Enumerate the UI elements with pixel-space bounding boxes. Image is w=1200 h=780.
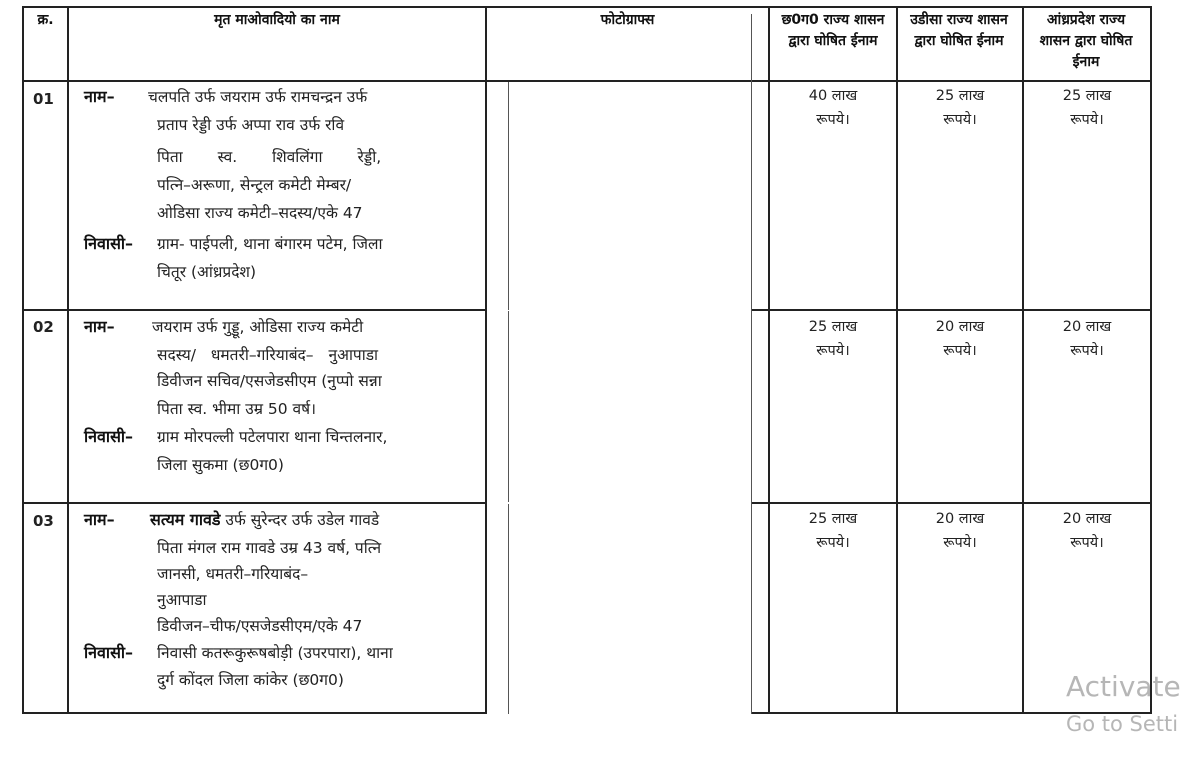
cg-reward-unit: रूपये। — [816, 535, 850, 551]
residence-line: दुर्ग कोंदल जिला कांकेर (छ0ग0) — [157, 671, 344, 689]
photo-overlay-edge-right — [508, 82, 509, 310]
name-line-bold — [150, 507, 379, 533]
name-line: पिता स्व. शिवलिंगा रेड्डी, — [157, 148, 382, 166]
col-line-right — [1150, 6, 1152, 714]
name-line: जानसी, धमतरी–गरियाबंद– — [157, 565, 309, 583]
table-border-top — [22, 6, 1152, 8]
ap-reward-amount: 25 लाख — [1062, 88, 1112, 104]
activation-watermark-title: Activate — [1066, 670, 1181, 703]
name-line: जयराम उर्फ गुड्डू, ओडिसा राज्य कमेटी — [152, 318, 364, 336]
residence-label: निवासी– — [84, 234, 134, 253]
residence-line: जिला सुकमा (छ0ग0) — [157, 456, 284, 474]
col-line-left — [22, 6, 24, 714]
name-line: प्रताप रेड्डी उर्फ अप्पा राव उर्फ रवि — [157, 116, 345, 134]
cg-reward-amount: 40 लाख — [808, 88, 858, 104]
ap-reward-unit: रूपये। — [1070, 112, 1104, 128]
header-photo: फोटोग्राफ्स — [600, 12, 655, 28]
name-line: डिवीजन सचिव/एसजेडसीएम (नुप्पो सन्ना — [157, 372, 382, 390]
odisha-reward-amount: 20 लाख — [935, 511, 985, 527]
residence-label: निवासी– — [84, 643, 134, 662]
odisha-reward-unit: रूपये। — [943, 535, 977, 551]
col-line-serial — [67, 6, 69, 714]
cg-reward-unit: रूपये। — [816, 112, 850, 128]
serial-number: 02 — [33, 318, 54, 336]
photo-area-blank — [487, 82, 752, 742]
name-line: चलपति उर्फ जयराम उर्फ रामचन्द्रन उर्फ — [148, 88, 368, 106]
ap-reward-unit: रूपये। — [1070, 343, 1104, 359]
serial-number: 01 — [33, 90, 54, 108]
header-odisha-reward: उडीसा राज्य शासन द्वारा घोषित ईनाम — [910, 12, 1008, 49]
name-label: नाम– — [84, 510, 115, 529]
header-name: मृत माओवादियो का नाम — [214, 12, 340, 28]
name-bold: सत्यम गावडे — [150, 510, 221, 529]
table-border-bottom — [22, 712, 510, 714]
ap-reward-unit: रूपये। — [1070, 535, 1104, 551]
activation-watermark-subtitle: Go to Setti — [1066, 712, 1179, 736]
cg-reward-unit: रूपये। — [816, 343, 850, 359]
photo-overlay-edge-left — [751, 14, 752, 714]
ap-reward-amount: 20 लाख — [1062, 511, 1112, 527]
header-cg-reward: छ0ग0 राज्य शासन द्वारा घोषित ईनाम — [781, 12, 885, 49]
ap-reward-amount: 20 लाख — [1062, 319, 1112, 335]
name-line: पत्नि–अरूणा, सेन्ट्रल कमेटी मेम्बर/ — [157, 176, 352, 194]
name-label: नाम– — [84, 317, 115, 336]
serial-number: 03 — [33, 512, 54, 530]
odisha-reward-unit: रूपये। — [943, 112, 977, 128]
header-serial: क्र. — [37, 12, 54, 28]
photo-overlay-edge-right-3 — [508, 504, 509, 714]
name-label: नाम– — [84, 87, 115, 106]
name-line: ओडिसा राज्य कमेटी–सदस्य/एके 47 — [157, 204, 363, 222]
name-line: पिता मंगल राम गावडे उम्र 43 वर्ष, पत्नि — [157, 539, 382, 557]
name-line: नुआपाडा — [157, 591, 207, 609]
name-line: डिवीजन–चीफ/एसजेडसीएम/एके 47 — [157, 617, 363, 635]
odisha-reward-unit: रूपये। — [943, 343, 977, 359]
residence-line: ग्राम मोरपल्ली पटेलपारा थाना चिन्तलनार, — [157, 428, 388, 446]
odisha-reward-amount: 25 लाख — [935, 88, 985, 104]
photo-overlay-edge-right-2 — [508, 311, 509, 502]
residence-line: निवासी कतरूकुरूषबोड़ी (उपरपारा), थाना — [157, 644, 393, 662]
cg-reward-amount: 25 लाख — [808, 511, 858, 527]
odisha-reward-amount: 20 लाख — [935, 319, 985, 335]
name-line: पिता स्व. भीमा उम्र 50 वर्ष। — [157, 400, 317, 418]
residence-label: निवासी– — [84, 427, 134, 446]
residence-line: चितूर (आंध्रप्रदेश) — [157, 263, 257, 281]
name-line: सदस्य/ धमतरी–गरियाबंद– नुआपाडा — [157, 346, 379, 364]
name-line: उर्फ सुरेन्दर उर्फ उडेल गावडे — [225, 511, 380, 529]
header-ap-reward: आंध्रप्रदेश राज्य शासन द्वारा घोषित ईनाम — [1039, 12, 1133, 70]
residence-line: ग्राम- पाईपली, थाना बंगारम पटेम, जिला — [157, 235, 383, 253]
cg-reward-amount: 25 लाख — [808, 319, 858, 335]
